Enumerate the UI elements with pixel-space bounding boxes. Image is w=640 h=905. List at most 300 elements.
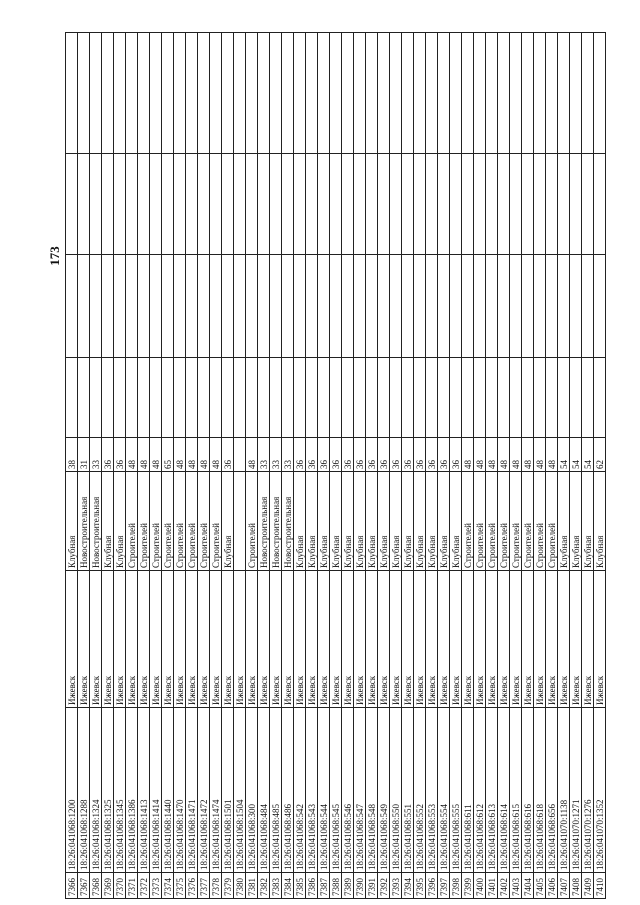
empty-cell	[210, 358, 222, 438]
row-number-cell: 7394	[402, 873, 414, 899]
house-number-cell: 48	[510, 438, 522, 472]
empty-cell	[174, 154, 186, 255]
street-cell: Новостроительная	[282, 472, 294, 571]
city-cell: Ижевск	[378, 571, 390, 708]
empty-cell	[414, 358, 426, 438]
row-number-cell: 7392	[378, 873, 390, 899]
row-number-cell: 7370	[114, 873, 126, 899]
row-number-cell: 7410	[594, 873, 606, 899]
table-row	[294, 33, 306, 899]
empty-cell	[546, 358, 558, 438]
city-cell: Ижевск	[426, 571, 438, 708]
empty-cell	[510, 358, 522, 438]
table-row	[354, 33, 366, 899]
street-cell: Клубная	[426, 472, 438, 571]
house-number-cell: 36	[342, 438, 354, 472]
street-cell: Новостроительная	[90, 472, 102, 571]
row-number-cell: 7407	[558, 873, 570, 899]
empty-cell	[78, 33, 90, 154]
row-number-cell: 7385	[294, 873, 306, 899]
city-cell: Ижевск	[210, 571, 222, 708]
row-number-cell: 7390	[354, 873, 366, 899]
street-cell	[234, 472, 246, 571]
cadastral-number-cell: 18:26:041068:542	[294, 708, 306, 873]
house-number-cell: 36	[402, 438, 414, 472]
house-number-cell: 36	[318, 438, 330, 472]
house-number-cell: 48	[462, 438, 474, 472]
empty-cell	[546, 33, 558, 154]
empty-cell	[246, 255, 258, 358]
empty-cell	[474, 358, 486, 438]
empty-cell	[438, 255, 450, 358]
city-cell: Ижевск	[510, 571, 522, 708]
empty-cell	[510, 154, 522, 255]
empty-cell	[354, 255, 366, 358]
city-cell: Ижевск	[282, 571, 294, 708]
empty-cell	[90, 154, 102, 255]
empty-cell	[558, 255, 570, 358]
empty-cell	[78, 358, 90, 438]
cadastral-number-cell: 18:26:041068:1288	[78, 708, 90, 873]
row-number-cell: 7396	[426, 873, 438, 899]
empty-cell	[462, 154, 474, 255]
city-cell: Ижевск	[78, 571, 90, 708]
empty-cell	[186, 33, 198, 154]
table-row	[582, 33, 594, 899]
empty-cell	[270, 255, 282, 358]
empty-cell	[294, 255, 306, 358]
cadastral-number-cell: 18:26:041068:554	[438, 708, 450, 873]
empty-cell	[246, 358, 258, 438]
empty-cell	[90, 358, 102, 438]
empty-cell	[534, 358, 546, 438]
house-number-cell: 48	[546, 438, 558, 472]
row-number-cell: 7380	[234, 873, 246, 899]
empty-cell	[198, 255, 210, 358]
table-row	[186, 33, 198, 899]
house-number-cell: 48	[186, 438, 198, 472]
row-number-cell: 7399	[462, 873, 474, 899]
table-row	[594, 33, 606, 899]
empty-cell	[270, 154, 282, 255]
city-cell: Ижевск	[246, 571, 258, 708]
row-number-cell: 7384	[282, 873, 294, 899]
city-cell: Ижевск	[270, 571, 282, 708]
row-number-cell: 7395	[414, 873, 426, 899]
empty-cell	[294, 154, 306, 255]
street-cell: Клубная	[354, 472, 366, 571]
house-number-cell: 36	[114, 438, 126, 472]
table-row	[162, 33, 174, 899]
empty-cell	[258, 33, 270, 154]
street-cell: Клубная	[594, 472, 606, 571]
empty-cell	[462, 358, 474, 438]
empty-cell	[210, 255, 222, 358]
empty-cell	[174, 33, 186, 154]
street-cell: Строителей	[546, 472, 558, 571]
empty-cell	[66, 255, 78, 358]
street-cell: Строителей	[210, 472, 222, 571]
house-number-cell: 36	[306, 438, 318, 472]
empty-cell	[390, 358, 402, 438]
empty-cell	[486, 255, 498, 358]
empty-cell	[306, 358, 318, 438]
page-number: 173	[47, 246, 62, 266]
street-cell: Клубная	[414, 472, 426, 571]
row-number-cell: 7402	[498, 873, 510, 899]
street-cell: Строителей	[462, 472, 474, 571]
cadastral-number-cell: 18:26:041068:549	[378, 708, 390, 873]
empty-cell	[330, 33, 342, 154]
table-row	[522, 33, 534, 899]
empty-cell	[522, 33, 534, 154]
street-cell: Новостроительная	[78, 472, 90, 571]
street-cell: Клубная	[402, 472, 414, 571]
empty-cell	[354, 358, 366, 438]
street-cell: Строителей	[138, 472, 150, 571]
table-row	[378, 33, 390, 899]
table-row	[426, 33, 438, 899]
empty-cell	[426, 255, 438, 358]
empty-cell	[534, 154, 546, 255]
empty-cell	[162, 154, 174, 255]
empty-cell	[102, 255, 114, 358]
street-cell: Строителей	[522, 472, 534, 571]
empty-cell	[570, 154, 582, 255]
empty-cell	[294, 358, 306, 438]
cadastral-number-cell: 18:26:041068:616	[522, 708, 534, 873]
empty-cell	[570, 255, 582, 358]
street-cell: Клубная	[366, 472, 378, 571]
empty-cell	[534, 33, 546, 154]
empty-cell	[330, 154, 342, 255]
cadastral-number-cell: 18:26:041068:1386	[126, 708, 138, 873]
city-cell: Ижевск	[546, 571, 558, 708]
house-number-cell: 36	[450, 438, 462, 472]
cadastral-number-cell: 18:26:041068:484	[258, 708, 270, 873]
street-cell: Строителей	[198, 472, 210, 571]
street-cell: Клубная	[438, 472, 450, 571]
empty-cell	[390, 154, 402, 255]
empty-cell	[66, 33, 78, 154]
house-number-cell: 33	[90, 438, 102, 472]
city-cell: Ижевск	[486, 571, 498, 708]
house-number-cell: 48	[210, 438, 222, 472]
empty-cell	[342, 358, 354, 438]
house-number-cell: 33	[258, 438, 270, 472]
empty-cell	[126, 154, 138, 255]
empty-cell	[582, 255, 594, 358]
row-number-cell: 7387	[318, 873, 330, 899]
empty-cell	[246, 154, 258, 255]
row-number-cell: 7375	[174, 873, 186, 899]
empty-cell	[90, 255, 102, 358]
empty-cell	[414, 255, 426, 358]
table-row	[462, 33, 474, 899]
empty-cell	[138, 358, 150, 438]
empty-cell	[114, 358, 126, 438]
cadastral-number-cell: 18:26:041068:545	[330, 708, 342, 873]
table-row	[270, 33, 282, 899]
empty-cell	[330, 358, 342, 438]
empty-cell	[270, 33, 282, 154]
empty-cell	[594, 255, 606, 358]
city-cell: Ижевск	[90, 571, 102, 708]
city-cell: Ижевск	[294, 571, 306, 708]
street-cell: Клубная	[378, 472, 390, 571]
empty-cell	[402, 33, 414, 154]
cadastral-number-cell: 18:26:041068:300	[246, 708, 258, 873]
city-cell: Ижевск	[186, 571, 198, 708]
table-row	[282, 33, 294, 899]
empty-cell	[234, 33, 246, 154]
empty-cell	[78, 154, 90, 255]
empty-cell	[150, 255, 162, 358]
house-number-cell: 48	[150, 438, 162, 472]
city-cell: Ижевск	[114, 571, 126, 708]
street-cell: Клубная	[582, 472, 594, 571]
table-row	[390, 33, 402, 899]
empty-cell	[318, 33, 330, 154]
empty-cell	[558, 358, 570, 438]
cadastral-number-cell: 18:26:041068:1414	[150, 708, 162, 873]
table-row	[474, 33, 486, 899]
table-row	[102, 33, 114, 899]
house-number-cell: 48	[474, 438, 486, 472]
table-row	[486, 33, 498, 899]
empty-cell	[390, 33, 402, 154]
empty-cell	[174, 255, 186, 358]
empty-cell	[174, 358, 186, 438]
empty-cell	[186, 255, 198, 358]
empty-cell	[534, 255, 546, 358]
empty-cell	[306, 255, 318, 358]
empty-cell	[582, 154, 594, 255]
table-row	[90, 33, 102, 899]
table-body	[66, 33, 606, 899]
table-row	[222, 33, 234, 899]
empty-cell	[426, 33, 438, 154]
house-number-cell: 36	[438, 438, 450, 472]
street-cell: Новостроительная	[270, 472, 282, 571]
empty-cell	[474, 255, 486, 358]
street-cell: Строителей	[246, 472, 258, 571]
house-number-cell: 54	[582, 438, 594, 472]
empty-cell	[474, 33, 486, 154]
empty-cell	[522, 255, 534, 358]
cadastral-number-cell: 18:26:041068:1474	[210, 708, 222, 873]
table-row	[366, 33, 378, 899]
empty-cell	[150, 358, 162, 438]
register-table-rotated	[65, 33, 605, 899]
house-number-cell: 36	[390, 438, 402, 472]
house-number-cell: 36	[426, 438, 438, 472]
city-cell: Ижевск	[582, 571, 594, 708]
table-row	[330, 33, 342, 899]
cadastral-number-cell: 18:26:041068:618	[534, 708, 546, 873]
city-cell: Ижевск	[126, 571, 138, 708]
row-number-cell: 7404	[522, 873, 534, 899]
city-cell: Ижевск	[306, 571, 318, 708]
empty-cell	[366, 33, 378, 154]
empty-cell	[210, 154, 222, 255]
house-number-cell: 48	[198, 438, 210, 472]
city-cell: Ижевск	[522, 571, 534, 708]
empty-cell	[114, 255, 126, 358]
empty-cell	[450, 33, 462, 154]
table-row	[570, 33, 582, 899]
empty-cell	[570, 358, 582, 438]
empty-cell	[318, 255, 330, 358]
empty-cell	[270, 358, 282, 438]
empty-cell	[222, 255, 234, 358]
row-number-cell: 7397	[438, 873, 450, 899]
table-row	[66, 33, 78, 899]
empty-cell	[378, 255, 390, 358]
empty-cell	[342, 33, 354, 154]
street-cell: Клубная	[342, 472, 354, 571]
empty-cell	[366, 255, 378, 358]
table-row	[342, 33, 354, 899]
street-cell: Строителей	[474, 472, 486, 571]
table-row	[126, 33, 138, 899]
city-cell: Ижевск	[414, 571, 426, 708]
empty-cell	[222, 154, 234, 255]
empty-cell	[318, 358, 330, 438]
cadastral-number-cell: 18:26:041070:1352	[594, 708, 606, 873]
cadastral-number-cell: 18:26:041070:1271	[570, 708, 582, 873]
empty-cell	[258, 358, 270, 438]
street-cell: Новостроительная	[258, 472, 270, 571]
house-number-cell: 31	[78, 438, 90, 472]
cadastral-number-cell: 18:26:041068:547	[354, 708, 366, 873]
cadastral-number-cell: 18:26:041068:1504	[234, 708, 246, 873]
empty-cell	[330, 255, 342, 358]
row-number-cell: 7388	[330, 873, 342, 899]
table-row	[150, 33, 162, 899]
cadastral-number-cell: 18:26:041068:548	[366, 708, 378, 873]
house-number-cell: 36	[366, 438, 378, 472]
table-row	[534, 33, 546, 899]
empty-cell	[558, 154, 570, 255]
cadastral-number-cell: 18:26:041068:552	[414, 708, 426, 873]
empty-cell	[366, 154, 378, 255]
cadastral-number-cell: 18:26:041068:1324	[90, 708, 102, 873]
city-cell: Ижевск	[150, 571, 162, 708]
empty-cell	[138, 33, 150, 154]
cadastral-number-cell: 18:26:041068:1501	[222, 708, 234, 873]
empty-cell	[114, 33, 126, 154]
house-number-cell: 38	[66, 438, 78, 472]
city-cell: Ижевск	[534, 571, 546, 708]
cadastral-number-cell: 18:26:041068:1325	[102, 708, 114, 873]
table-row	[546, 33, 558, 899]
empty-cell	[282, 255, 294, 358]
house-number-cell: 48	[522, 438, 534, 472]
city-cell: Ижевск	[474, 571, 486, 708]
empty-cell	[78, 255, 90, 358]
table-row	[210, 33, 222, 899]
city-cell: Ижевск	[318, 571, 330, 708]
row-number-cell: 7372	[138, 873, 150, 899]
house-number-cell: 48	[246, 438, 258, 472]
house-number-cell: 54	[558, 438, 570, 472]
empty-cell	[378, 33, 390, 154]
empty-cell	[234, 358, 246, 438]
city-cell: Ижевск	[366, 571, 378, 708]
empty-cell	[450, 358, 462, 438]
empty-cell	[594, 33, 606, 154]
table-row	[198, 33, 210, 899]
empty-cell	[522, 358, 534, 438]
row-number-cell: 7368	[90, 873, 102, 899]
empty-cell	[498, 33, 510, 154]
row-number-cell: 7369	[102, 873, 114, 899]
empty-cell	[114, 154, 126, 255]
city-cell: Ижевск	[258, 571, 270, 708]
street-cell: Строителей	[498, 472, 510, 571]
city-cell: Ижевск	[438, 571, 450, 708]
table-row	[174, 33, 186, 899]
empty-cell	[222, 33, 234, 154]
empty-cell	[474, 154, 486, 255]
empty-cell	[510, 33, 522, 154]
empty-cell	[138, 154, 150, 255]
empty-cell	[546, 154, 558, 255]
street-cell: Строителей	[150, 472, 162, 571]
city-cell: Ижевск	[234, 571, 246, 708]
city-cell: Ижевск	[450, 571, 462, 708]
empty-cell	[510, 255, 522, 358]
row-number-cell: 7376	[186, 873, 198, 899]
house-number-cell: 36	[378, 438, 390, 472]
city-cell: Ижевск	[354, 571, 366, 708]
row-number-cell: 7382	[258, 873, 270, 899]
city-cell: Ижевск	[342, 571, 354, 708]
house-number-cell: 33	[282, 438, 294, 472]
empty-cell	[558, 33, 570, 154]
city-cell: Ижевск	[138, 571, 150, 708]
empty-cell	[462, 33, 474, 154]
empty-cell	[102, 358, 114, 438]
empty-cell	[318, 154, 330, 255]
house-number-cell: 36	[222, 438, 234, 472]
cadastral-number-cell: 18:26:041068:546	[342, 708, 354, 873]
empty-cell	[150, 154, 162, 255]
empty-cell	[414, 154, 426, 255]
empty-cell	[354, 33, 366, 154]
empty-cell	[522, 154, 534, 255]
empty-cell	[378, 358, 390, 438]
empty-cell	[306, 154, 318, 255]
cadastral-number-cell: 18:26:041068:614	[498, 708, 510, 873]
street-cell: Строителей	[510, 472, 522, 571]
empty-cell	[162, 255, 174, 358]
empty-cell	[378, 154, 390, 255]
city-cell: Ижевск	[390, 571, 402, 708]
table-row	[114, 33, 126, 899]
row-number-cell: 7406	[546, 873, 558, 899]
city-cell: Ижевск	[498, 571, 510, 708]
row-number-cell: 7401	[486, 873, 498, 899]
house-number-cell: 36	[414, 438, 426, 472]
house-number-cell: 48	[138, 438, 150, 472]
cadastral-number-cell: 18:26:041070:1138	[558, 708, 570, 873]
empty-cell	[342, 255, 354, 358]
empty-cell	[402, 358, 414, 438]
street-cell: Клубная	[390, 472, 402, 571]
street-cell: Клубная	[114, 472, 126, 571]
